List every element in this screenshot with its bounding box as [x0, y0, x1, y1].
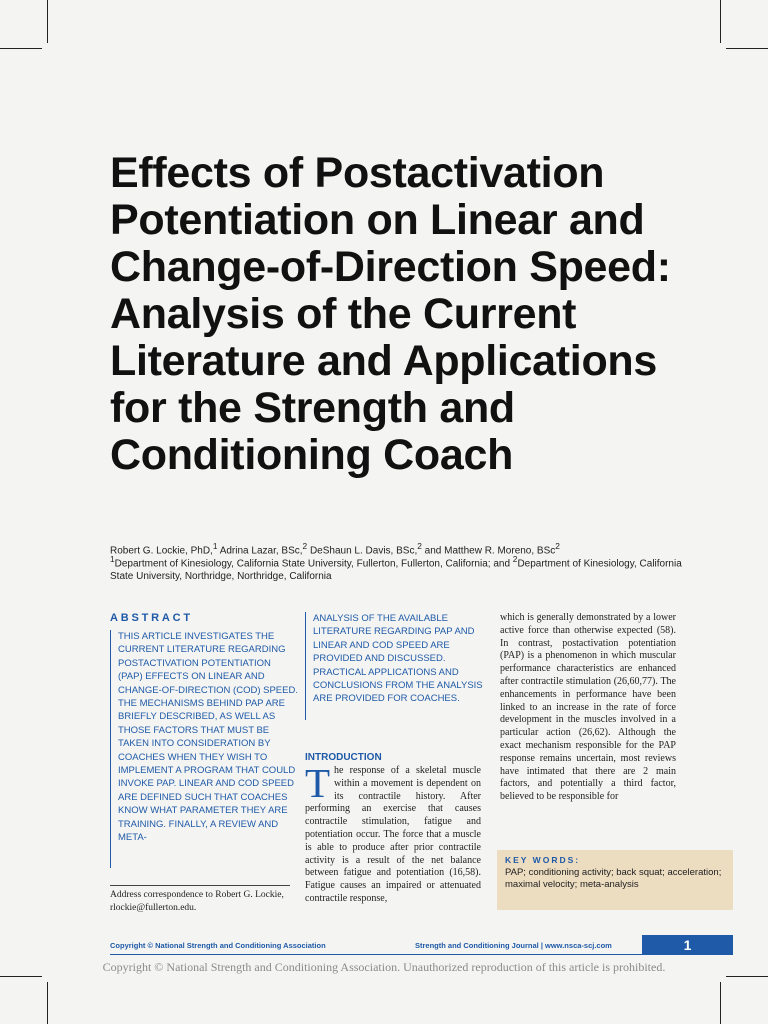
affil-text: Department of Kinesiology, California State University, Northridge, Northridge, California	[110, 558, 682, 583]
keywords-heading: KEY WORDS:	[505, 855, 581, 865]
drop-cap: T	[305, 765, 331, 806]
footer-journal: Strength and Conditioning Journal | www.nsca-scj.com	[415, 941, 612, 950]
author-sup: 2	[555, 541, 560, 551]
divider	[110, 885, 290, 886]
introduction-text: he response of a skeletal muscle within a movement is dependent on its contractile history. After performing an exercise that causes contractile stimulation, fatigue and potentiation occur. The force that a muscle is able to produce after prior contractile activity is a result of the net balance between fatigue and potentiation (16,58). Fatigue causes an impaired or attenuated contractile response,	[305, 765, 481, 904]
correspondence-address: Address correspondence to Robert G. Lockie, rlockie@fullerton.edu.	[110, 890, 284, 913]
page-number: 1	[642, 935, 733, 955]
author-name: Adrina Lazar, BSc,	[217, 545, 303, 557]
author-name: and Matthew R. Moreno, BSc	[421, 545, 556, 557]
crop-mark	[47, 0, 48, 43]
crop-mark	[720, 0, 721, 43]
crop-mark	[0, 976, 42, 977]
affiliations	[110, 553, 700, 583]
abstract-text-part2: ANALYSIS OF THE AVAILABLE LITERATURE REGARDING PAP AND LINEAR AND COD SPEED ARE PROVIDED AND DISCUSSED. PRACTICAL APPLICATIONS AND CONCLUSIONS FROM THE ANALYSIS ARE PROVIDED FOR COACHES.	[305, 612, 491, 720]
abstract-heading: ABSTRACT	[110, 612, 193, 624]
author-name: Robert G. Lockie, PhD,	[110, 545, 213, 557]
abstract-text-part1: THIS ARTICLE INVESTIGATES THE CURRENT LITERATURE REGARDING POSTACTIVATION POTENTIATION (PAP) EFFECTS ON LINEAR AND CHANGE-OF-DIRECTION (COD) SPEED. THE MECHANISMS BEHIND PAP ARE BRIEFLY DESCRIBED, AS WELL AS THOSE FACTORS THAT MUST BE TAKEN INTO CONSIDERATION BY COACHES WHEN THEY WISH TO IMPLEMENT A PROGRAM THAT COULD INVOKE PAP. LINEAR AND COD SPEED ARE DEFINED SUCH THAT COACHES KNOW WHAT PARAMETER THEY ARE TRAINING. FINALLY, A REVIEW AND META-	[110, 630, 298, 868]
introduction-body	[305, 765, 481, 915]
body-text-column: which is generally demonstrated by a lower active force than otherwise expected (58). In contrast, postactivation potentiation (PAP) is a phenomenon in which muscular performance characteristics are enhanced after contractile stimulation (26,60,77). The enhancements in performance have been linked to an increase in the rate of force development in the muscles involved in a particular action (26,62). Although the exact mechanism responsible for the PAP response remains uncertain, most reviews have intimated that there are 2 main factors, and potentially a third factor, believed to be responsible for	[500, 612, 676, 803]
article-title: Effects of Postactivation Potentiation on Linear and Change-of-Direction Speed: Analysis of the Current Literature and Applications for the Strength and Conditioning Coach	[110, 149, 671, 479]
footer-copyright: Copyright © National Strength and Conditioning Association	[110, 941, 326, 950]
footer-rule	[110, 954, 733, 955]
author-sup: 1	[212, 541, 218, 551]
affil-text: Department of Kinesiology, California State University, Fullerton, Fullerton, California; and	[114, 558, 513, 570]
keywords-box	[497, 850, 733, 910]
crop-mark	[720, 982, 721, 1024]
keywords-text: PAP; conditioning activity; back squat; acceleration; maximal velocity; meta-analysis	[505, 867, 722, 890]
author-sup: 2	[302, 541, 308, 551]
affil-sup: 1	[110, 554, 115, 564]
affil-sup: 2	[512, 554, 518, 564]
crop-mark	[0, 48, 42, 49]
introduction-heading: INTRODUCTION	[305, 752, 382, 763]
crop-mark	[726, 48, 768, 49]
author-sup: 2	[417, 541, 422, 551]
crop-mark	[726, 976, 768, 977]
author-name: DeShaun L. Davis, BSc,	[307, 545, 418, 557]
crop-mark	[47, 982, 48, 1024]
copyright-notice: Copyright © National Strength and Conditioning Association. Unauthorized reproduction of this article is prohibited.	[102, 960, 666, 974]
